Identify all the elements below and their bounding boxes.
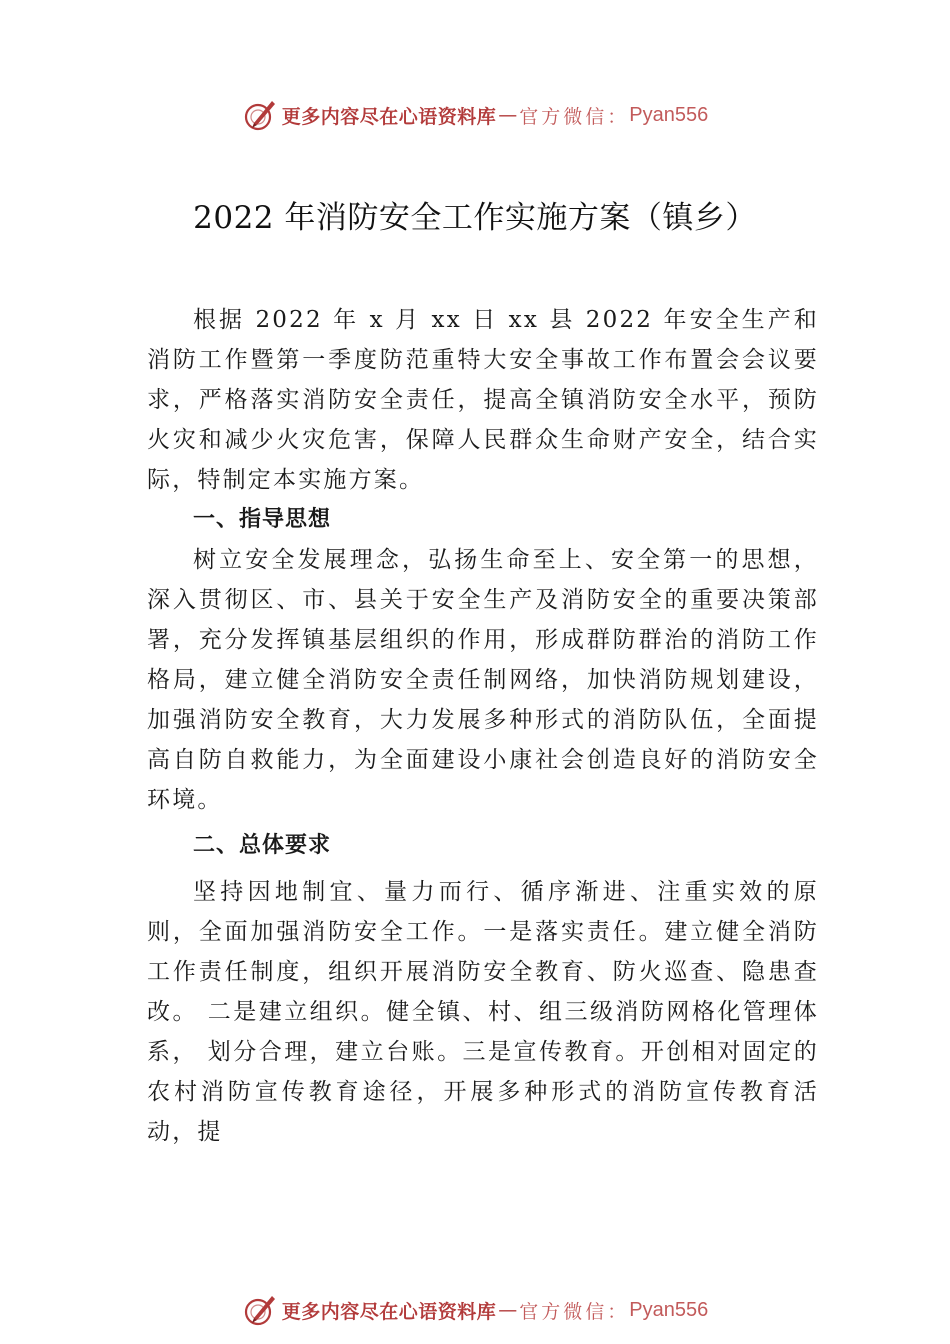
section-heading-overall-requirements: 二、总体要求 xyxy=(193,833,332,858)
banner-text: 更多内容尽在心语资料库 xyxy=(281,1300,497,1323)
banner-official-label: 官方微信： xyxy=(519,1300,630,1323)
document-title: 2022 年消防安全工作实施方案（镇乡） xyxy=(193,200,757,236)
banner-dash: — xyxy=(498,1299,518,1321)
section-heading-guiding-ideology: 一、指导思想 xyxy=(193,507,332,532)
banner-dash: — xyxy=(498,104,518,126)
quill-pen-seal-icon xyxy=(242,1292,278,1328)
footer-banner xyxy=(0,1290,950,1330)
header-banner xyxy=(0,95,950,135)
banner-text: 更多内容尽在心语资料库 xyxy=(281,105,497,128)
banner-wechat-id: Pyan556 xyxy=(629,1298,709,1321)
section-body-guiding-ideology: 树立安全发展理念，弘扬生命至上、安全第一的思想，深入贯彻区、市、县关于安全生产及消防安全的重要决策部署，充分发挥镇基层组织的作用，形成群防群治的消防工作格局，建立健全消防安全责任制网络，加快消防规划建设， 加强消防安全教育，大力发展多种形式的消防队伍，全面提高自防自救能力，为全面建设小康社会创造良好的消防安全环境。 xyxy=(147,547,819,813)
banner-official-label: 官方微信： xyxy=(519,105,630,128)
banner-wechat-id: Pyan556 xyxy=(629,103,709,126)
quill-pen-seal-icon xyxy=(242,97,278,133)
document-body xyxy=(147,300,819,1152)
intro-paragraph: 根据 2022 年 x 月 xx 日 xx 县 2022 年安全生产和消防工作暨第一季度防范重特大安全事故工作布置会会议要求，严格落实消防安全责任，提高全镇消防安全水平，预防火灾和减少火灾危害，保障人民群众生命财产安全，结合实际，特制定本实施方案。 xyxy=(147,307,819,493)
section-body-overall-requirements: 坚持因地制宜、量力而行、循序渐进、注重实效的原则，全面加强消防安全工作。一是落实责任。建立健全消防工作责任制度，组织开展消防安全教育、防火巡查、隐患查改。 二是建立组织。健全镇、村、组三级消防网格化管理体系， 划分合理，建立台账。三是宣传教育。开创相对固定的农村消防宣传教育途径，开展多种形式的消防宣传教育活动，提 xyxy=(147,879,819,1145)
